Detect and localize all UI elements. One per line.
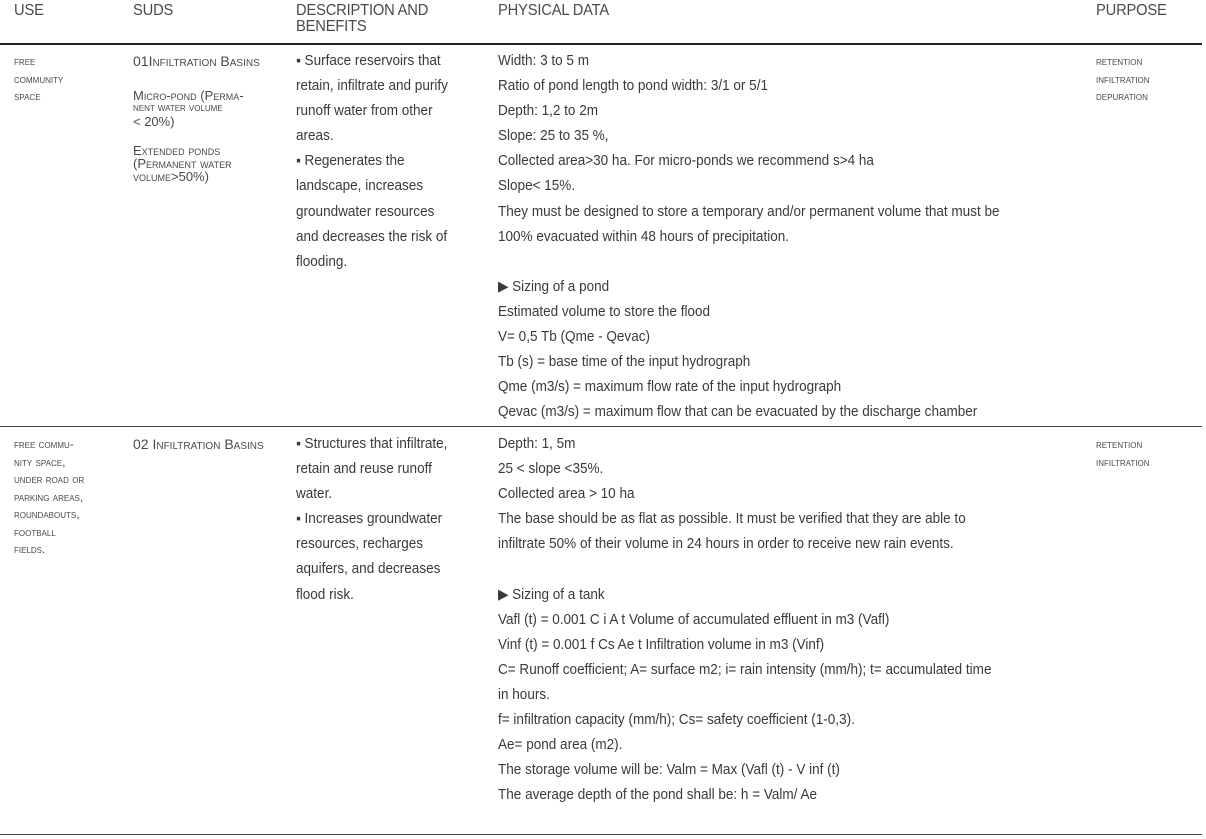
description-line: resources, recharges: [296, 536, 424, 553]
physical-line: Collected area>30 ha. For micro-ponds we recommend s>4 ha: [498, 153, 874, 170]
row1-physical-data: [498, 49, 1000, 425]
suds-subtype-line: volume>50%): [133, 169, 209, 184]
description-line: flooding.: [296, 253, 348, 270]
description-line: landscape, increases: [296, 178, 424, 195]
physical-line: Ae= pond area (m2).: [498, 737, 623, 754]
suds-subtype-line: Micro-pond (Perma-: [133, 88, 244, 103]
use-line: community: [14, 71, 64, 86]
physical-line: The base should be as flat as possible. It must be verified that they are able to: [498, 511, 966, 528]
physical-line: Collected area > 10 ha: [498, 486, 635, 503]
formula-line: Vinf (t) = 0.001 f Cs Ae t Infiltration volume in m3 (Vinf): [498, 636, 825, 653]
sizing-heading: ▶ Sizing of a tank: [498, 586, 605, 603]
use-line: nity space,: [14, 454, 66, 469]
use-line: fields.: [14, 542, 46, 556]
use-line: football: [14, 524, 56, 539]
physical-line: Width: 3 to 5 m: [498, 53, 589, 69]
physical-line: in hours.: [498, 686, 550, 703]
row1-purpose: [1096, 53, 1149, 106]
row-divider: [0, 426, 1202, 427]
physical-line: They must be designed to store a temporary and/or permanent volume that must be: [498, 203, 1000, 220]
physical-line: Estimated volume to store the flood: [498, 303, 711, 320]
row2-use: [14, 436, 84, 559]
purpose-line: infiltration: [1096, 71, 1150, 86]
formula-line: The average depth of the pond shall be: h = Valm/ Ae: [498, 787, 817, 804]
header-rule: [0, 43, 1202, 45]
description-line: ▪ Structures that infiltrate,: [296, 436, 448, 452]
row2-purpose: [1096, 436, 1149, 471]
physical-line: Slope: 25 to 35 %,: [498, 128, 609, 145]
use-line: parking areas,: [14, 489, 84, 504]
description-line: and decreases the risk of: [296, 228, 448, 245]
physical-line: Slope< 15%.: [498, 178, 576, 195]
suds-title: 02 Infiltration Basins: [133, 436, 264, 452]
use-line: free commu-: [14, 437, 74, 451]
formula-line: V= 0,5 Tb (Qme - Qevac): [498, 329, 650, 346]
header-suds: SUDS: [133, 2, 174, 19]
header-description-line2: BENEFITS: [296, 18, 367, 35]
description-line: flood risk.: [296, 586, 354, 603]
description-line: retain, infiltrate and purify: [296, 78, 448, 95]
description-line: ▪ Increases groundwater: [296, 511, 443, 528]
sizing-heading: ▶ Sizing of a pond: [498, 278, 610, 295]
use-line: space: [14, 89, 41, 103]
purpose-line: retention: [1096, 54, 1143, 68]
header-description-line1: DESCRIPTION AND: [296, 2, 429, 19]
description-line: water.: [296, 486, 333, 503]
purpose-line: depuration: [1096, 89, 1148, 103]
description-line: areas.: [296, 128, 334, 145]
physical-line: Qevac (m3/s) = maximum flow that can be evacuated by the discharge chamber: [498, 404, 978, 421]
row1-suds: [133, 54, 260, 183]
description-line: ▪ Regenerates the: [296, 153, 405, 170]
description-line: groundwater resources: [296, 203, 435, 220]
purpose-line: infiltration: [1096, 454, 1150, 469]
suds-subtype-line: Extended ponds: [133, 143, 221, 158]
physical-line: Qme (m3/s) = maximum flow rate of the input hydrograph: [498, 379, 842, 396]
row1-use: [14, 53, 63, 106]
table-header: [0, 0, 1206, 46]
formula-line: The storage volume will be: Valm = Max (Vafl (t) - V inf (t): [498, 762, 840, 779]
use-line: roundabouts,: [14, 507, 80, 521]
physical-line: infiltrate 50% of their volume in 24 hours in order to receive new rain events.: [498, 536, 954, 553]
formula-line: Vafl (t) = 0.001 C i A t Volume of accumulated effluent in m3 (Vafl): [498, 611, 890, 628]
row2-physical-data: [498, 432, 991, 808]
use-line: under road or: [14, 472, 85, 486]
row1-description: [296, 49, 448, 275]
header-description: [296, 3, 428, 35]
physical-line: C= Runoff coefficient; A= surface m2; i= rain intensity (mm/h); t= accumulated time: [498, 661, 992, 678]
physical-line: Tb (s) = base time of the input hydrograph: [498, 354, 751, 371]
header-use: USE: [14, 2, 44, 19]
header-physical-data: PHYSICAL DATA: [498, 2, 610, 19]
suds-subtype-line: < 20%): [133, 114, 175, 129]
row2-suds: [133, 437, 264, 452]
physical-line: Ratio of pond length to pond width: 3/1 or 5/1: [498, 78, 768, 95]
physical-line: 100% evacuated within 48 hours of precipitation.: [498, 228, 790, 245]
suds-title: 01Infiltration Basins: [133, 53, 260, 69]
description-line: ▪ Surface reservoirs that: [296, 53, 441, 69]
physical-line: 25 < slope <35%.: [498, 461, 604, 478]
physical-blank-line: [498, 557, 991, 582]
use-line: free: [14, 54, 36, 68]
suds-subtype-line: (Permanent water: [133, 156, 232, 171]
header-purpose: PURPOSE: [1096, 2, 1167, 19]
table-bottom-rule: [0, 834, 1202, 835]
suds-subtype-line: nent water volume: [133, 102, 223, 114]
row2-description: [296, 432, 447, 608]
description-line: aquifers, and decreases: [296, 561, 441, 578]
physical-line: Depth: 1, 5m: [498, 436, 576, 452]
description-line: runoff water from other: [296, 103, 433, 120]
physical-line: f= infiltration capacity (mm/h); Cs= safety coefficient (1-0,3).: [498, 712, 855, 729]
physical-blank-line: [498, 250, 1000, 275]
purpose-line: retention: [1096, 437, 1143, 451]
description-line: retain and reuse runoff: [296, 461, 432, 478]
physical-line: Depth: 1,2 to 2m: [498, 103, 599, 120]
